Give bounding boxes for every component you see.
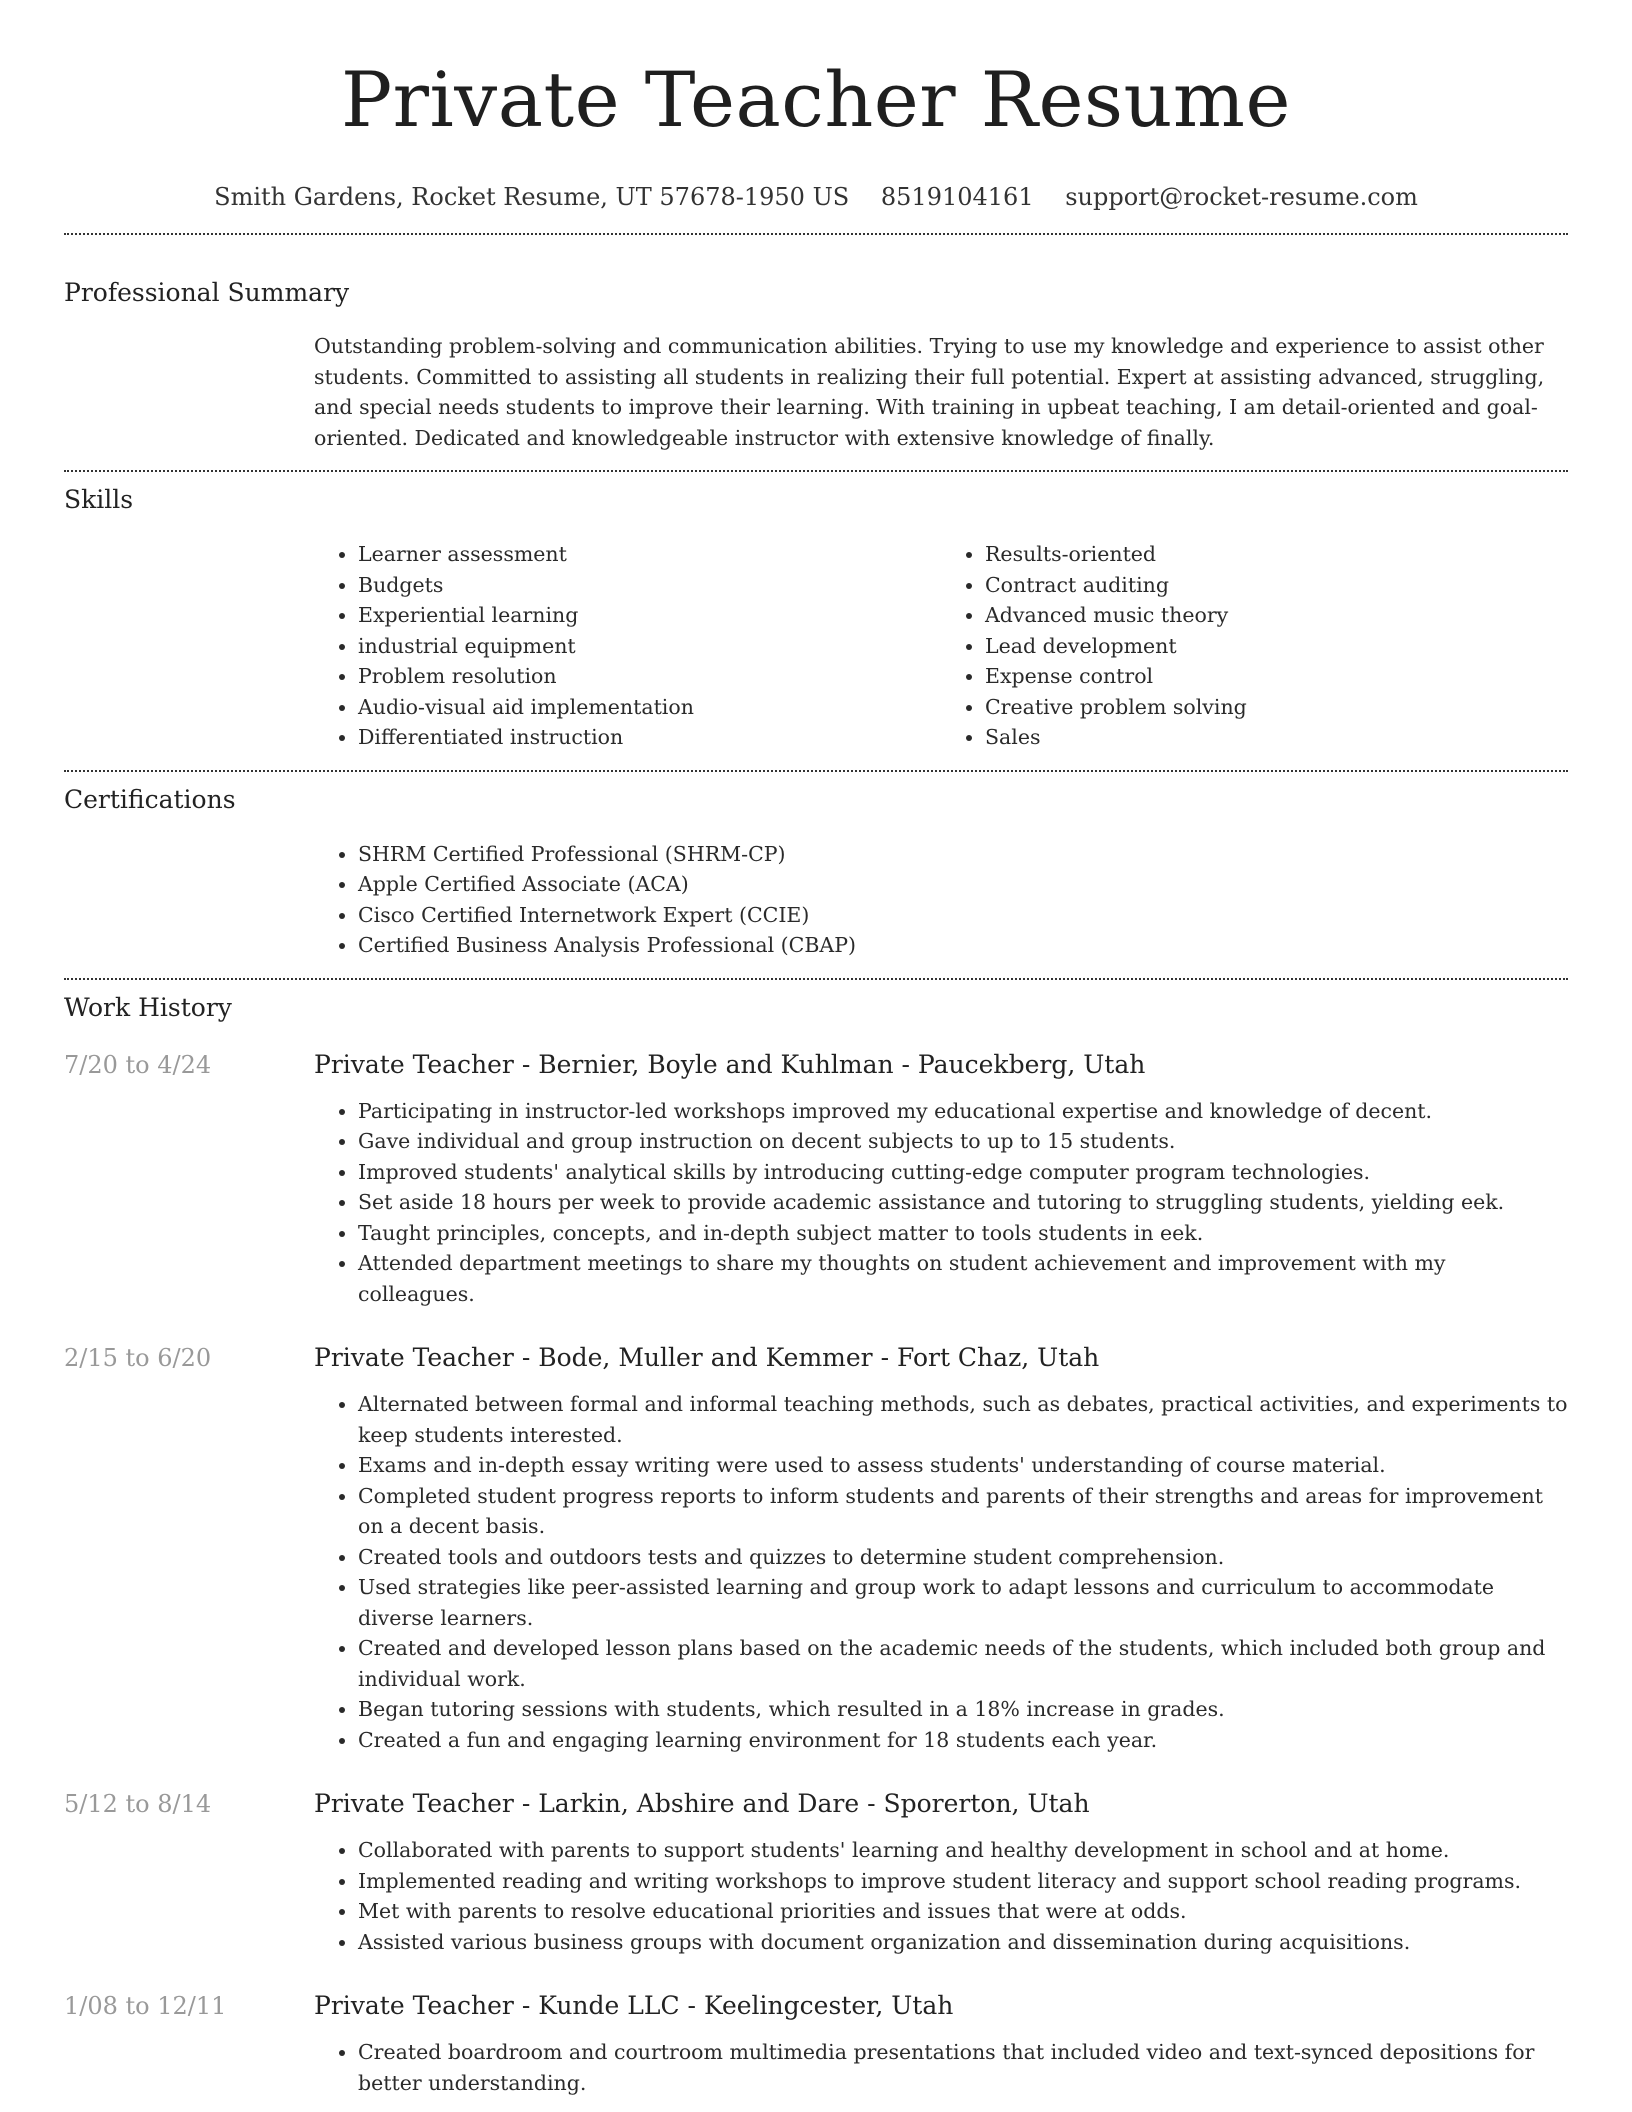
job-title: Private Teacher - Kunde LLC - Keelingcester, Utah: [314, 1991, 954, 2020]
job-title: Private Teacher - Bernier, Boyle and Kuhlman - Paucekberg, Utah: [314, 1049, 1146, 1079]
certification-item: • Certified Business Analysis Professional (CBAP): [358, 930, 1568, 961]
contact-address: Smith Gardens, Rocket Resume, UT 57678-1950 US: [214, 183, 850, 211]
skill-item: • Expense control: [985, 661, 1568, 692]
job-bullet: • Created tools and outdoors tests and quizzes to determine student comprehension.: [358, 1542, 1568, 1573]
skill-item: • Contract auditing: [985, 570, 1568, 601]
work-history-section: [64, 992, 1568, 2099]
summary-section: [64, 277, 1568, 453]
job-bullet: • Created a fun and engaging learning environment for 18 students each year.: [358, 1725, 1568, 1756]
summary-text: Outstanding problem-solving and communication abilities. Trying to use my knowledge and experience to assist other students. Committed to assisting all students in realizing their full potential. Expert at assisting advanced, struggling, and special needs students to improve their learning. With training in upbeat teaching, I am detail-oriented and goal-oriented. Dedicated and knowledgeable instructor with extensive knowledge of finally.: [314, 334, 1545, 450]
job-bullets: [314, 1389, 1568, 1755]
resume-title: Private Teacher Resume: [341, 55, 1291, 144]
skill-item: • Results-oriented: [985, 539, 1568, 570]
skill-item: • Experiential learning: [358, 600, 941, 631]
skill-item: • Creative problem solving: [985, 692, 1568, 723]
skill-item: • Learner assessment: [358, 539, 941, 570]
contact-phone: 8519104161: [880, 183, 1034, 211]
job-bullet: • Participating in instructor-led workshops improved my educational expertise and knowledge of decent.: [358, 1096, 1568, 1127]
job-bullet: • Completed student progress reports to inform students and parents of their strengths and areas for improvement on a decent basis.: [358, 1481, 1568, 1542]
job-dates: 5/12 to 8/14: [64, 1790, 212, 1818]
job-bullets: [314, 1096, 1568, 1310]
certification-item: • Cisco Certified Internetwork Expert (CCIE): [358, 900, 1568, 931]
job-bullet: • Created and developed lesson plans based on the academic needs of the students, which included both group and individual work.: [358, 1633, 1568, 1694]
job-entry: [64, 1989, 1568, 2098]
job-bullet: • Collaborated with parents to support students' learning and healthy development in school and at home.: [358, 1835, 1568, 1866]
certifications-heading: Certifications: [64, 784, 236, 814]
job-title: Private Teacher - Bode, Muller and Kemmer - Fort Chaz, Utah: [314, 1343, 1100, 1372]
job-bullet: • Began tutoring sessions with students, which resulted in a 18% increase in grades.: [358, 1694, 1568, 1725]
job-bullet: • Alternated between formal and informal teaching methods, such as debates, practical activities, and experiments to keep students interested.: [358, 1389, 1568, 1450]
job-dates: 7/20 to 4/24: [64, 1050, 212, 1079]
job-entry: [64, 1787, 1568, 1957]
certifications-list: [314, 839, 1568, 961]
header-divider: [64, 233, 1568, 235]
contact-email: support@rocket-resume.com: [1065, 183, 1418, 211]
skill-item: • industrial equipment: [358, 631, 941, 662]
skill-item: • Budgets: [358, 570, 941, 601]
job-bullet: • Improved students' analytical skills by introducing cutting-edge computer program technologies.: [358, 1157, 1568, 1188]
job-dates: 2/15 to 6/20: [64, 1344, 212, 1372]
skill-item: • Advanced music theory: [985, 600, 1568, 631]
job-dates: 1/08 to 12/11: [64, 1992, 227, 2020]
job-entry: [64, 1341, 1568, 1755]
job-entry: [64, 1048, 1568, 1310]
job-bullet: • Taught principles, concepts, and in-depth subject matter to tools students in eek.: [358, 1218, 1568, 1249]
certifications-section: [64, 784, 1568, 961]
skills-columns: [314, 539, 1568, 753]
summary-divider: [64, 470, 1568, 472]
skill-item: • Lead development: [985, 631, 1568, 662]
skill-item: • Differentiated instruction: [358, 722, 941, 753]
job-bullets: [314, 1835, 1568, 1957]
summary-heading: Professional Summary: [64, 278, 350, 307]
job-bullet: • Implemented reading and writing workshops to improve student literacy and support school reading programs.: [358, 1866, 1568, 1897]
skills-list-right: [941, 539, 1568, 753]
skill-item: • Sales: [985, 722, 1568, 753]
certification-item: • Apple Certified Associate (ACA): [358, 869, 1568, 900]
skills-section: [64, 484, 1568, 753]
skill-item: • Audio-visual aid implementation: [358, 692, 941, 723]
resume-page: [64, 0, 1568, 2098]
job-bullet: • Gave individual and group instruction on decent subjects to up to 15 students.: [358, 1126, 1568, 1157]
job-bullet: • Attended department meetings to share my thoughts on student achievement and improvement with my colleagues.: [358, 1248, 1568, 1309]
certifications-divider: [64, 978, 1568, 980]
work-history-heading: Work History: [64, 992, 232, 1022]
skills-heading: Skills: [64, 485, 134, 514]
certification-item: • SHRM Certified Professional (SHRM-CP): [358, 839, 1568, 870]
job-bullet: • Met with parents to resolve educational priorities and issues that were at odds.: [358, 1896, 1568, 1927]
contact-line: [64, 180, 1568, 214]
job-bullet: • Used strategies like peer-assisted learning and group work to adapt lessons and curriculum to accommodate diverse learners.: [358, 1572, 1568, 1633]
job-bullet: • Assisted various business groups with document organization and dissemination during acquisitions.: [358, 1927, 1568, 1958]
skills-divider: [64, 770, 1568, 772]
skills-list-left: [314, 539, 941, 753]
job-bullet: • Set aside 18 hours per week to provide academic assistance and tutoring to struggling students, yielding eek.: [358, 1187, 1568, 1218]
job-bullet: • Created boardroom and courtroom multimedia presentations that included video and text-synced depositions for better understanding.: [358, 2037, 1568, 2098]
skill-item: • Problem resolution: [358, 661, 941, 692]
job-title: Private Teacher - Larkin, Abshire and Dare - Sporerton, Utah: [314, 1789, 1090, 1818]
job-bullets: [314, 2037, 1568, 2098]
job-bullet: • Exams and in-depth essay writing were used to assess students' understanding of course material.: [358, 1450, 1568, 1481]
